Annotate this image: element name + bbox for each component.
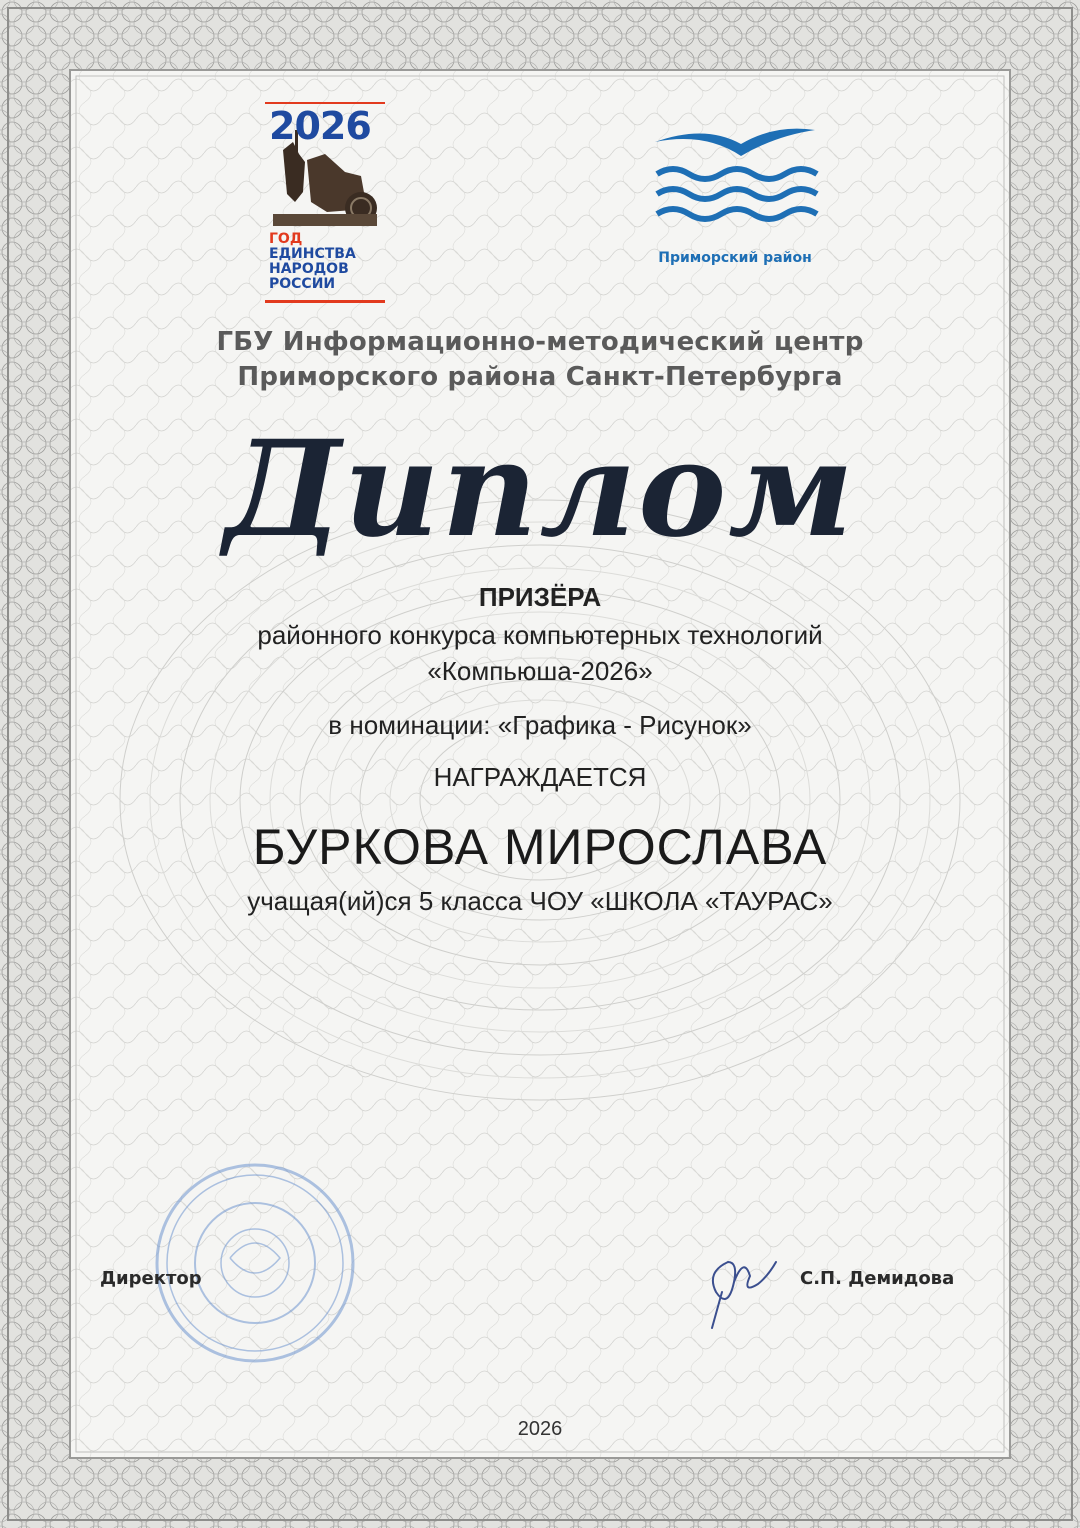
awarded-label: НАГРАЖДАЕТСЯ [433, 762, 647, 792]
year-of-unity-logo [265, 102, 385, 304]
logo-line-2: ЕДИНСТВА [269, 246, 356, 262]
recipient-name: БУРКОВА МИРОСЛАВА [252, 819, 828, 875]
logo-line-4: РОССИИ [269, 276, 336, 292]
contest-name: «Компьюша-2026» [427, 656, 653, 686]
contest-line: районного конкурса компьютерных технологий [257, 620, 823, 650]
diploma-title: Диплом [224, 412, 856, 567]
round-stamp [145, 1158, 365, 1368]
signatory-name: С.П. Демидова [800, 1268, 955, 1289]
organization-line-2: Приморского района Санкт-Петербурга [237, 362, 843, 392]
logo-year: 2026 [269, 104, 371, 148]
footer-year: 2026 [517, 1418, 563, 1440]
primorsky-district-logo [645, 122, 825, 282]
organization-line-1: ГБУ Информационно-методический центр [216, 327, 864, 357]
director-label: Директор [100, 1268, 202, 1289]
logo-line-1: ГОД [269, 231, 303, 247]
nomination: в номинации: «Графика - Рисунок» [328, 710, 752, 740]
district-caption: Приморский район [658, 250, 812, 266]
waves-seagull-icon [645, 122, 825, 232]
signature [698, 1232, 788, 1332]
recipient-details: учащая(ий)ся 5 класса ЧОУ «ШКОЛА «ТАУРАС» [247, 886, 833, 916]
logo-text [269, 232, 356, 292]
winner-type: ПРИЗЁРА [478, 582, 602, 612]
logo-line-3: НАРОДОВ [269, 261, 349, 277]
